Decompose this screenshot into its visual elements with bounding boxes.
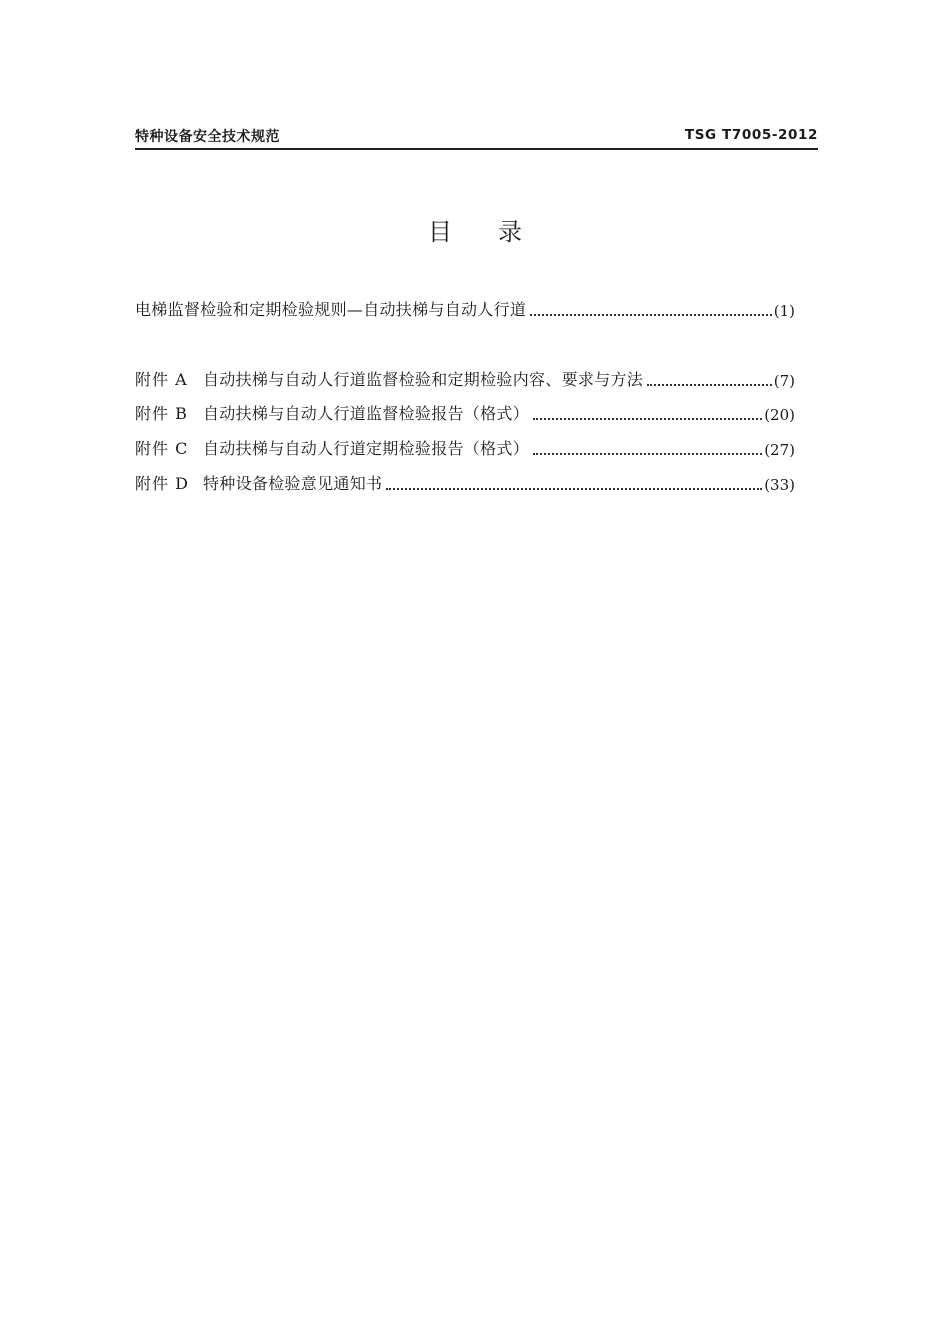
toc-entry-text: 自动扶梯与自动人行道监督检验报告（格式） [203, 404, 530, 423]
toc-entry-appendix-a[interactable] [135, 366, 795, 390]
toc-entry-main[interactable] [135, 296, 795, 320]
toc-entry-text: 自动扶梯与自动人行道监督检验和定期检验内容、要求与方法 [203, 370, 644, 389]
page-header [135, 124, 818, 150]
toc-page-number: (7) [773, 372, 795, 390]
toc-leader-dots [386, 487, 762, 490]
toc-entry-appendix-d[interactable] [135, 470, 795, 494]
toc-entry-text: 电梯监督检验和定期检验规则—自动扶梯与自动人行道 [135, 300, 527, 319]
toc-page-number: (1) [773, 302, 795, 320]
toc-leader-dots [647, 383, 772, 386]
header-standard-code: TSG T7005-2012 [684, 127, 818, 143]
toc-page-number: (27) [764, 441, 795, 459]
page-title: 目录 [428, 218, 568, 246]
toc-leader-dots [533, 452, 762, 455]
toc-appendix-label: 附件 B [135, 404, 188, 423]
toc-entry-appendix-c[interactable] [135, 435, 795, 459]
toc-appendix-label: 附件 D [135, 474, 189, 493]
toc-appendix-label: 附件 A [135, 370, 188, 389]
toc-page-number: (33) [764, 476, 795, 494]
toc-appendix-label: 附件 C [135, 439, 189, 458]
toc-entry-text: 自动扶梯与自动人行道定期检验报告（格式） [203, 439, 530, 458]
toc-leader-dots [530, 313, 772, 316]
toc-page-number: (20) [764, 406, 795, 424]
toc-entry-appendix-b[interactable] [135, 400, 795, 424]
header-title: 特种设备安全技术规范 [135, 129, 280, 145]
toc-entry-text: 特种设备检验意见通知书 [203, 474, 383, 493]
toc-leader-dots [533, 417, 762, 420]
